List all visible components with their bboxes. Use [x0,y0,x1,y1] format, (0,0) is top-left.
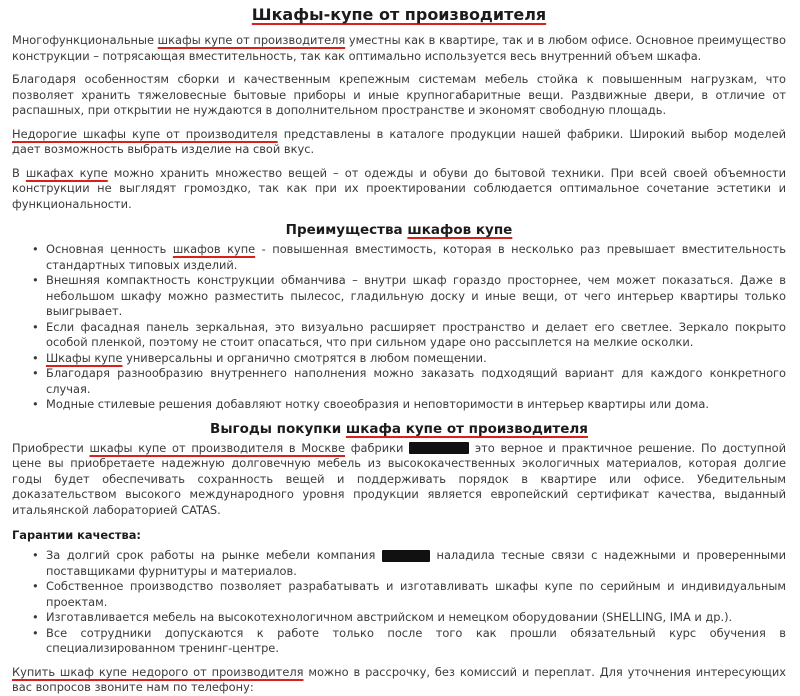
advantages-list [12,242,786,413]
text: В [12,165,20,180]
benefits-heading [12,421,786,437]
link-heading-wardrobes[interactable]: шкафов купе [407,222,513,238]
list-item [32,242,786,273]
link-wardrobes[interactable]: шкафах купе [25,165,108,180]
list-item [32,548,786,579]
link-buy-cheap-wardrobe[interactable]: Купить шкаф купе недорого от производителя [12,664,304,679]
text: можно в рассрочку, без комиссий и переплат. Для уточнения интересующих вас вопросов звоните нам по телефону: [12,664,786,694]
text: уместны как в квартире, так и в любом офисе. Основное преимущество конструкции – потрясающая вместительность, так как оптимально используется весь внутренний объем шкафа. [12,33,786,63]
list-item [32,626,786,657]
list-item [32,273,786,320]
guarantee-list [12,548,786,657]
text: За долгий срок работы на рынке мебели компания [46,548,376,562]
redacted-company-name [409,442,469,454]
text: это верное и практичное решение. По доступной цене вы приобретаете надежную долговечную мебель из высококачественных экологичных материалов, которая долгие годы будет обеспечивать сохранность вещей и поддерживать порядок в квартире или офисе. Убедительным доказательством высокого международного уровня продукции является европейский сертификат качества, выданный итальянской лабораторией CATAS. [12,440,787,517]
list-item [32,610,786,626]
page-title-text: Шкафы-купе от производителя [251,5,547,24]
intro-paragraph [12,33,786,64]
text: Благодаря разнообразию внутреннего наполнения можно заказать подходящий вариант для каждого конкретного случая. [46,366,786,396]
link-cheap-wardrobes[interactable]: Недорогие шкафы купе от производителя [12,126,278,141]
buy-paragraph [12,665,786,696]
catalog-paragraph [12,127,786,158]
text: Благодаря особенностям сборки и качественным крепежным системам мебель стойка к повышенным нагрузкам, что позволяет хранить тяжеловесные бытовые приборы и иные крупногабаритные вещи. Раздвижные двери, в отличие от распашных, при открытии не нуждаются в дополнительном пространстве и экономят свободную площадь. [12,72,786,117]
page-title [12,0,786,29]
list-item [32,579,786,610]
text: Модные стилевые решения добавляют нотку своеобразия и неповторимости в интерьер квартиры или дома. [46,397,709,411]
text: Все сотрудники допускаются к работе только после того как прошли обязательный курс обучения в специализированном тренинг-центре. [46,625,786,655]
advantages-heading [12,222,786,238]
list-item [32,320,786,351]
text: наладила тесные связи с надежными и проверенными поставщиками фурнитуры и материалов. [46,548,787,578]
assembly-paragraph [12,72,786,119]
list-item [32,397,786,413]
heading-text: Выгоды покупки [210,420,342,437]
text: универсальны и органично смотрятся в любом помещении. [126,350,487,365]
text: Изготавливается мебель на высокотехнологичном австрийском и немецком оборудовании (SHELLING, IMA и др.). [46,610,733,624]
text: • Внешняя компактность конструкции обманчива – внутри шкаф гораздо просторнее, чем может показаться. Даже в небольшом шкафу можно разместить пылесос, гладильную доску и иные вещи, от чего интерьер квартиры только выигрывает. [46,273,786,318]
link-wardrobes-universal[interactable]: Шкафы купе [46,350,123,365]
storage-paragraph [12,166,786,213]
link-heading-wardrobe-manufacturer[interactable]: шкафа купе от производителя [345,420,588,437]
guarantee-heading: Гарантии качества: [12,528,141,542]
list-item [32,366,786,397]
text: - повышенная вместимость, которая в несколько раз превышает вместительность стандартных типовых изделий. [46,242,787,272]
link-wardrobes-from-manufacturer[interactable]: шкафы купе от производителя [157,33,346,47]
text: представлены в каталоге продукции нашей фабрики. Широкий выбор моделей дает возможность выбрать изделие на свой вкус. [12,126,786,156]
text: фабрики [350,440,404,455]
purchase-paragraph [12,441,786,519]
text: Приобрести [12,440,84,455]
text: Многофункциональные [12,33,154,47]
heading-text: Преимущества [285,222,403,238]
text: Основная ценность [46,242,167,256]
text: Собственное производство позволяет разрабатывать и изготавливать шкафы купе по серийным и индивидуальным проектам. [46,579,786,609]
text: Если фасадная панель зеркальная, это визуально расширяет пространство и делает его светлее. Зеркало покрыто особой пленкой, поэтому не стоит опасаться, что при сильном ударе оно рассыплется на мелкие осколки. [46,319,786,349]
redacted-company-name [382,550,430,562]
list-item [32,351,786,367]
text: можно хранить множество вещей – от одежды и обуви до бытовой техники. При всей своей объемности конструкции не выглядят громоздко, так как при их проектировании соблюдается оптимальное сочетание эстетики и функциональности. [12,165,786,211]
link-wardrobes-value[interactable]: шкафов купе [172,242,256,256]
link-wardrobes-moscow[interactable]: шкафы купе от производителя в Москве [89,440,345,455]
